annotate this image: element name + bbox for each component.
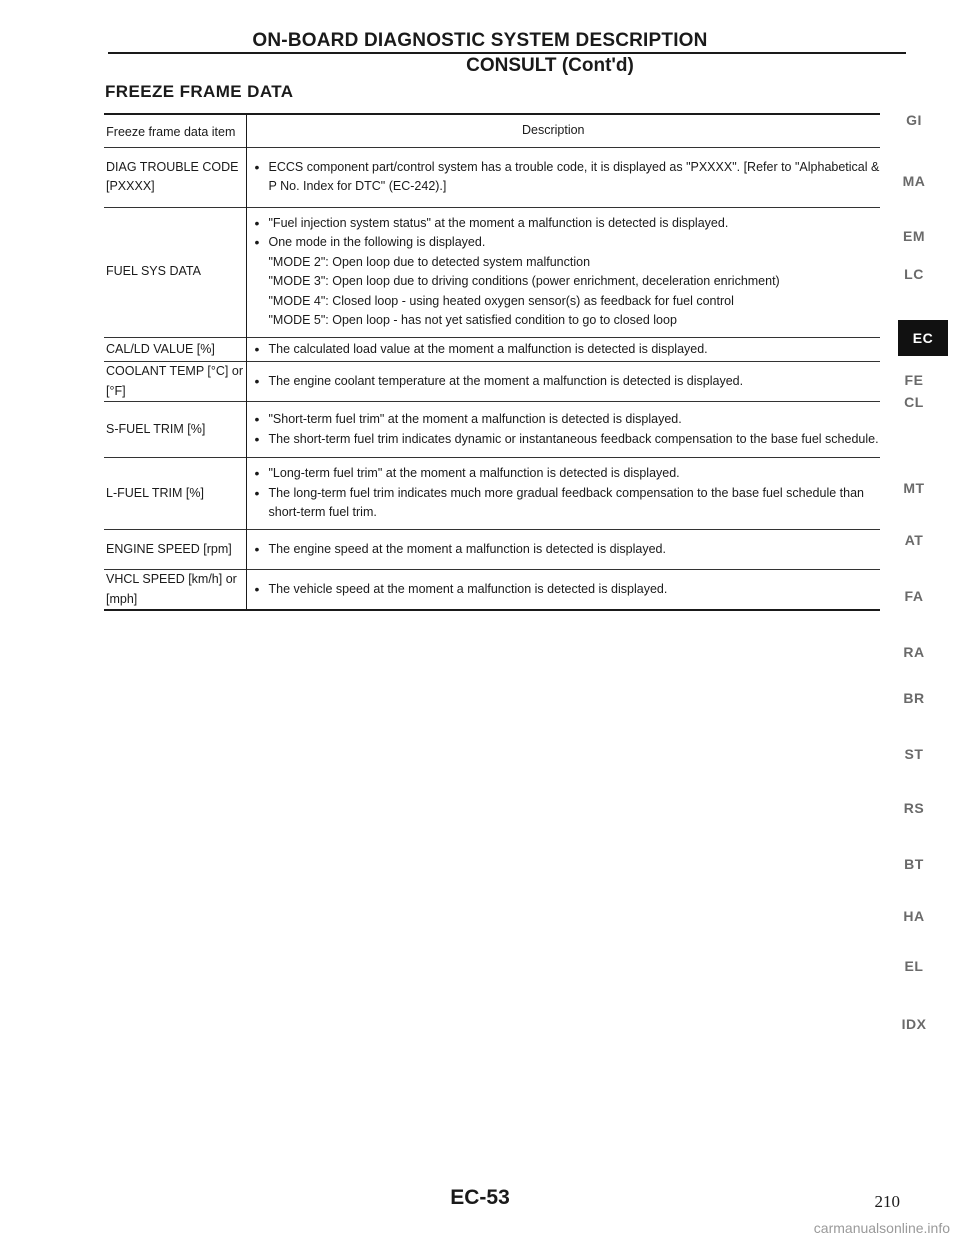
freeze-frame-item: VHCL SPEED [km/h] or [mph] (104, 570, 246, 611)
page-subtitle: CONSULT (Cont'd) (466, 55, 634, 76)
section-tab-ec[interactable]: EC (898, 320, 948, 356)
table-row (104, 458, 880, 530)
description-cell (246, 529, 880, 570)
section-page-code: EC-53 (450, 1186, 510, 1209)
freeze-frame-item: S-FUEL TRIM [%] (104, 402, 246, 458)
freeze-frame-item: CAL/LD VALUE [%] (104, 337, 246, 362)
section-tab-lc[interactable]: LC (904, 266, 924, 282)
mode-line: "MODE 2": Open loop due to detected system malfunction (268, 254, 591, 269)
freeze-frame-item: ENGINE SPEED [rpm] (104, 529, 246, 570)
description-cell (246, 402, 880, 458)
column-header-item: Freeze frame data item (104, 114, 246, 147)
table-row (104, 402, 880, 458)
description-cell (246, 207, 880, 337)
section-tab-ha[interactable]: HA (903, 908, 925, 924)
section-tab-idx[interactable]: IDX (901, 1016, 927, 1032)
description-bullet: • The calculated load value at the moment a malfunction is detected is displayed. (255, 340, 881, 360)
description-bullet: • The short-term fuel trim indicates dynamic or instantaneous feedback compensation to the base fuel schedule. (255, 430, 881, 450)
watermark: carmanualsonline.info (813, 1220, 950, 1236)
description-bullet: • The engine coolant temperature at the moment a malfunction is detected is displayed. (255, 372, 881, 392)
mode-line: "MODE 4": Closed loop - using heated oxygen sensor(s) as feedback for fuel control (268, 293, 734, 308)
section-title: FREEZE FRAME DATA (105, 82, 294, 101)
section-tab-st[interactable]: ST (904, 746, 924, 762)
section-tab-cl[interactable]: CL (904, 394, 924, 410)
description-cell (246, 337, 880, 362)
description-cell (246, 362, 880, 402)
table-header-row (104, 114, 880, 147)
description-bullet: • The vehicle speed at the moment a malfunction is detected is displayed. (255, 580, 881, 600)
freeze-frame-table (104, 113, 880, 611)
description-cell (246, 570, 880, 611)
table-row (104, 529, 880, 570)
section-tab-fa[interactable]: FA (904, 588, 924, 604)
description-bullet: • "Long-term fuel trim" at the moment a malfunction is detected is displayed. (255, 464, 881, 484)
description-cell (246, 147, 880, 207)
section-tab-at[interactable]: AT (904, 532, 924, 548)
description-bullet: • The engine speed at the moment a malfunction is detected is displayed. (255, 540, 881, 560)
section-tab-rs[interactable]: RS (903, 800, 925, 816)
description-bullet: • "Fuel injection system status" at the moment a malfunction is detected is displayed. (255, 214, 881, 234)
description-bullet: • "Short-term fuel trim" at the moment a malfunction is detected is displayed. (255, 410, 881, 430)
section-tab-gi[interactable]: GI (906, 112, 922, 128)
freeze-frame-item: DIAG TROUBLE CODE [PXXXX] (104, 147, 246, 207)
table-row (104, 147, 880, 207)
page-title: ON-BOARD DIAGNOSTIC SYSTEM DESCRIPTION (252, 30, 708, 51)
table-row (104, 570, 880, 611)
section-tab-ma[interactable]: MA (902, 173, 926, 189)
description-bullet: • One mode in the following is displayed. (255, 233, 881, 253)
table-row (104, 362, 880, 402)
section-tab-fe[interactable]: FE (904, 372, 924, 388)
title-rule (108, 52, 906, 54)
page-number: 210 (874, 1192, 900, 1211)
section-tab-bt[interactable]: BT (904, 856, 924, 872)
column-header-description: Description (521, 123, 585, 137)
description-bullet: • ECCS component part/control system has a trouble code, it is displayed as "PXXXX". [Refer to "Alphabetical & P No. Index for DTC" (EC-242).] (255, 158, 881, 197)
mode-line: "MODE 3": Open loop due to driving conditions (power enrichment, deceleration enrichment) (268, 274, 780, 288)
description-bullet: • The long-term fuel trim indicates much more gradual feedback compensation to the base fuel schedule than short-term fuel trim. (255, 484, 881, 523)
freeze-frame-item: FUEL SYS DATA (104, 207, 246, 337)
table-row (104, 207, 880, 337)
section-tab-mt[interactable]: MT (903, 480, 925, 496)
table-row (104, 337, 880, 362)
section-tab-ra[interactable]: RA (903, 644, 925, 660)
section-tab-em[interactable]: EM (903, 228, 925, 244)
section-tab-br[interactable]: BR (903, 690, 925, 706)
freeze-frame-item: COOLANT TEMP [°C] or [°F] (104, 362, 246, 402)
description-cell (246, 458, 880, 530)
section-tab-el[interactable]: EL (904, 958, 924, 974)
freeze-frame-item: L-FUEL TRIM [%] (104, 458, 246, 530)
mode-line: "MODE 5": Open loop - has not yet satisfied condition to go to closed loop (268, 313, 677, 327)
